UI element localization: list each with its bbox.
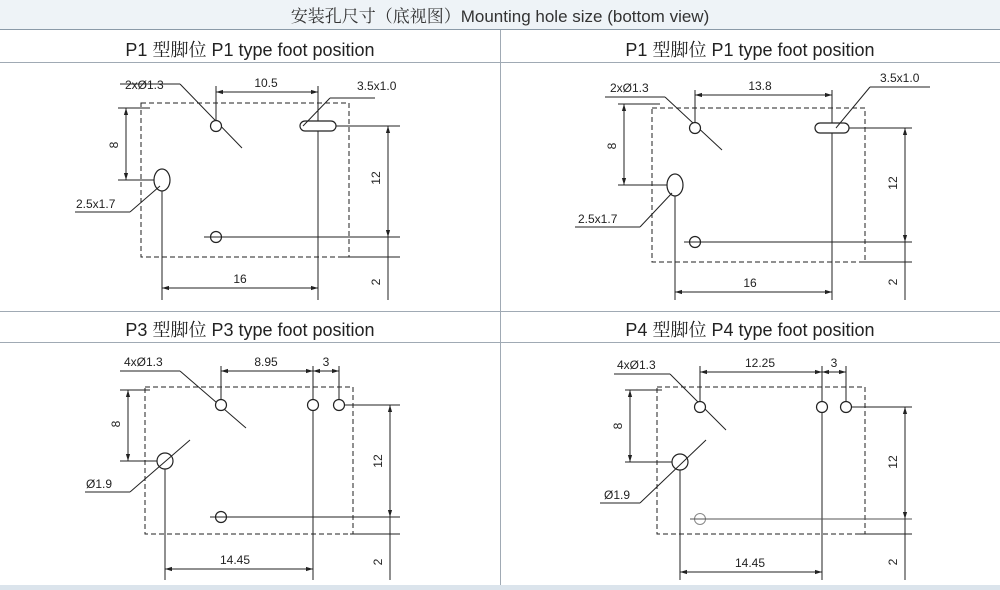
dim-pitch: 8.95 <box>254 355 278 369</box>
label-large-hole: Ø1.9 <box>604 488 631 502</box>
dim-width: 16 <box>743 276 757 290</box>
hole-1 <box>690 123 701 134</box>
dim-pitch: 12.25 <box>744 356 776 370</box>
oval-hole <box>667 174 683 196</box>
page-title: 安装孔尺寸（底视图）Mounting hole size (bottom view) <box>0 0 1000 30</box>
dim-vertical-12: 12 <box>886 176 900 190</box>
drawing-p4 <box>600 356 912 580</box>
dim-vertical-12: 12 <box>371 454 385 468</box>
label-oval: 2.5x1.7 <box>76 197 116 211</box>
label-large-hole: Ø1.9 <box>86 477 113 491</box>
hole-2 <box>817 402 828 413</box>
relay-outline <box>145 387 353 534</box>
dim-vertical-2: 2 <box>369 278 383 286</box>
hole-3 <box>334 400 345 411</box>
dim-vertical-12: 12 <box>369 171 383 185</box>
dim-vertical-8: 8 <box>109 420 123 428</box>
panel-title-p1-left: P1 型脚位 P1 type foot position <box>125 40 375 60</box>
hole-large <box>672 454 688 470</box>
label-holes: 4xØ1.3 <box>124 355 163 369</box>
label-oval: 2.5x1.7 <box>578 212 618 226</box>
hole-1 <box>695 402 706 413</box>
dim-vertical-2: 2 <box>886 278 900 286</box>
label-slot: 3.5x1.0 <box>357 79 397 93</box>
dim-pitch: 13.8 <box>748 79 772 93</box>
dim-vertical-2: 2 <box>886 558 900 566</box>
dim-pitch-2: 3 <box>830 356 838 370</box>
label-holes: 2xØ1.3 <box>610 81 649 95</box>
slot-hole <box>300 121 336 131</box>
hole-2 <box>308 400 319 411</box>
dim-vertical-8: 8 <box>107 141 121 149</box>
dim-vertical-8: 8 <box>611 422 625 430</box>
hole-1 <box>211 121 222 132</box>
label-holes: 4xØ1.3 <box>617 358 656 372</box>
drawing-p1-left <box>75 76 400 300</box>
panel-title-p3: P3 型脚位 P3 type foot position <box>125 320 375 340</box>
panel-title-p4: P4 型脚位 P4 type foot position <box>625 320 875 340</box>
oval-hole <box>154 169 170 191</box>
drawing-p3 <box>85 355 400 580</box>
dim-vertical-12: 12 <box>886 455 900 469</box>
label-slot: 3.5x1.0 <box>880 71 920 85</box>
dim-pitch-2: 3 <box>322 355 330 369</box>
dim-vertical-8: 8 <box>605 142 619 150</box>
slot-hole <box>815 123 849 133</box>
drawing-p1-right <box>575 71 930 300</box>
dim-width: 16 <box>233 272 247 286</box>
label-holes: 2xØ1.3 <box>125 78 164 92</box>
dim-width: 14.45 <box>219 553 251 567</box>
hole-1 <box>216 400 227 411</box>
hole-3 <box>841 402 852 413</box>
dim-vertical-2: 2 <box>371 558 385 566</box>
dim-pitch: 10.5 <box>254 76 278 90</box>
panel-title-p1-right: P1 型脚位 P1 type foot position <box>625 40 875 60</box>
dim-width: 14.45 <box>734 556 766 570</box>
